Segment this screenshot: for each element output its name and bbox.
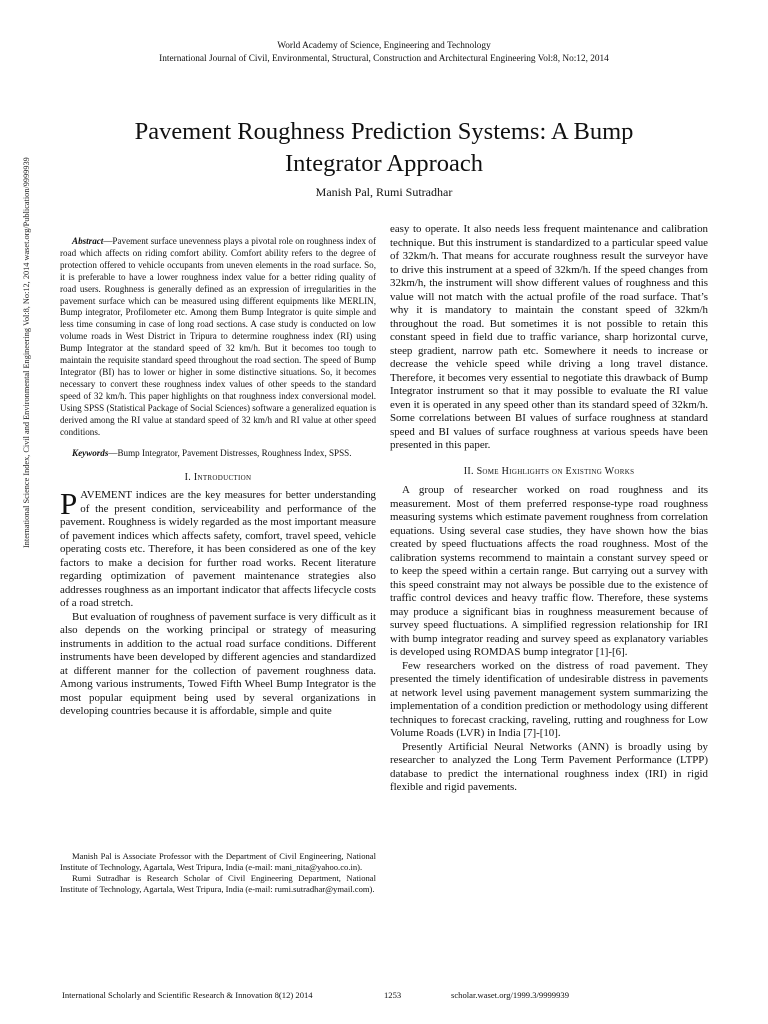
paper-title xyxy=(40,116,728,180)
existing-works-paragraph-2: Few researchers worked on the distress of road pavement. They presented the timely identification of undesirable distress in pavements at network level using pavement management system summarizing the implementation of a condition prediction or methodology using different techniques to forecast cracking, raveling, rutting and roughness for Low Volume Roads (LVR) in India [7]-[10]. xyxy=(390,659,708,739)
abstract xyxy=(60,236,376,438)
intro-paragraph-2: But evaluation of roughness of pavement surface is very difficult as it also depends on the working principal or strategy of measuring instruments in addition to the actual road surface conditions. Different instruments have been developed by different agencies and standardized at different manner for the collection of pavement roughness data. Among various instruments, Towed Fifth Wheel Bump Integrator is the most popular equipment being used by several organizations in developing countries because it is affordable, simple and quite xyxy=(60,610,376,718)
title-line-1: Pavement Roughness Prediction Systems: A Bump xyxy=(134,118,634,145)
abstract-dash: — xyxy=(103,236,113,246)
running-header xyxy=(0,40,768,66)
intro-paragraph-1-text: indices are the key measures for better understanding of the present condition, serviceability and performance of the pavement. Roughness is widely regarded as the most important measure of pavement indices which affects safety, comfort, travel speed, vehicle operating costs etc. Therefore, it has been considered as one of the key factors to make a decision for further road works. Recent literature regarding optimization of pavement maintenance strategies also addresses roughness as an important indicator that affects lifecycle costs of a road stretch. xyxy=(60,489,376,610)
right-column xyxy=(390,223,708,795)
author-footnotes xyxy=(60,851,376,895)
footer-publisher: International Scholarly and Scientific Research & Innovation 8(12) 2014 xyxy=(62,990,313,1000)
keywords-label: Keywords xyxy=(72,448,109,459)
publisher-line: World Academy of Science, Engineering and Technology xyxy=(277,41,491,51)
existing-works-paragraph-3: Presently Artificial Neural Networks (ANN) is broadly using by researcher to analyzed the Long Term Pavement Performance (LTPP) database to predict the international roughness index (IRI) in rigid flexible and rigid pavements. xyxy=(390,740,708,793)
intro-first-words: AVEMENT xyxy=(80,489,132,502)
keywords-text: Bump Integrator, Pavement Distresses, Roughness Index, SPSS. xyxy=(117,448,352,459)
keywords xyxy=(60,448,376,460)
existing-works-paragraph-1: A group of researcher worked on road roughness and its measurement. Most of them preferred response-type road roughness measuring systems which estimate pavement roughness from correlation equations. Using several case studies, they have shown how the bias created by speed fluctuations affects the road roughness. Most of the calibration systems recommend to maintain a constant survey speed or to keep the speed within a certain range. But carrying out a survey with this speed constraint may not always be possible due to the existence of traffic control devices and heavy traffic flow. Therefore, these systems may produce a significant bias in roughness measurement because of survey speed fluctuations. A simplified regression relationship for IRI with bump integrator reading and survey speed as explanatory variables is developed using ROMDAS bump integrator [1]-[6]. xyxy=(390,484,708,658)
author-list: Manish Pal, Rumi Sutradhar xyxy=(315,185,453,199)
journal-line: International Journal of Civil, Environmental, Structural, Construction and Architectural Engineering Vol:8, No:12, 2014 xyxy=(159,54,609,64)
footer-link[interactable]: scholar.waset.org/1999.3/9999939 xyxy=(451,990,569,1000)
continued-paragraph: easy to operate. It also needs less frequent maintenance and calibration technique. But this instrument is standardized to a particular speed value of 32km/h. That means for accurate roughness result the surveyor have to drive this instrument at a speed of 32km/h. If the speed changes from 32km/h, the instrument will show different values of roughness and this value will not match with the actual profile of the road surface. That’s why it is mandatory to maintain the constant speed of 32km/h throughout the road. But sometimes it is not possible to retain this constant speed in field due to traffic variance, sharp horizontal curve, steep gradient, narrow path etc. Somewhere it needs to increase or decrease the vehicle speed while driving a long travel distance. Therefore, it becomes very essential to negotiate this drawback of Bump Integrator instrument so that it may possible to evaluate the RI value even it is operated in any speed other than its standard speed of 32km/h. Some correlations between BI values of surface roughness at standard speed and BI values of surface roughness at various speeds have been presented in this paper. xyxy=(390,223,708,451)
footnote-author-2: Rumi Sutradhar is Research Scholar of Civil Engineering Department, National Institute of Technology, Agartala, West Tripura, India (e-mail: rumi.sutradhar@ymail.com). xyxy=(60,873,376,894)
section-heading-introduction: I. Introduction xyxy=(184,472,252,484)
title-line-2: Integrator Approach xyxy=(285,150,483,177)
introduction-body xyxy=(60,486,376,719)
intro-paragraph-1 xyxy=(60,486,376,611)
footnote-author-1: Manish Pal is Associate Professor with the Department of Civil Engineering, National Institute of Technology, Agartala, West Tripura, India (e-mail: mani_nita@yahoo.co.in). xyxy=(60,851,376,872)
abstract-text: Pavement surface unevenness plays a pivotal role on roughness index of road which affects on riding comfort ability. Comfort ability refers to the degree of protection offered to vehicle occupants from uneven elements in the road surface. So, it is preferable to have a lower roughness index value for a better riding quality of road users. Roughness is generally defined as an expression of irregularities in the pavement surface which can be measured using different equipments like MERLIN, Bump integrator, Profilometer etc. Among them Bump Integrator is quite simple and less time consuming in case of long road sections. A case study is conducted on low volume roads in West District in Tripura to determine roughness index (RI) using Bump Integrator at the standard speed of 32 km/h. But it becomes too tough to maintain the requisite standard speed throughout the road section. The speed of Bump Integrator (BI) has to lower or higher in some distinctive situations. So, it becomes necessary to convert these roughness index values of other speeds to the standard speed of 32 km/h. This paper highlights on that roughness index conversional model. Using SPSS (Statistical Package of Social Sciences) software a generalized equation is derived among the RI value at standard speed of 32 km/h and RI value at other speed conditions. xyxy=(60,236,376,437)
drop-cap: P xyxy=(60,486,78,522)
keywords-dash: — xyxy=(108,448,118,459)
page-number: 1253 xyxy=(384,990,402,1000)
abstract-label: Abstract xyxy=(72,236,104,246)
left-column xyxy=(60,236,376,719)
side-index-text: International Science Index, Civil and Environmental Engineering Vol:8, No:12, 2014 waset.org/Publication/9999939 xyxy=(22,157,31,548)
section-heading-existing-works: II. Some Highlights on Existing Works xyxy=(463,465,635,477)
